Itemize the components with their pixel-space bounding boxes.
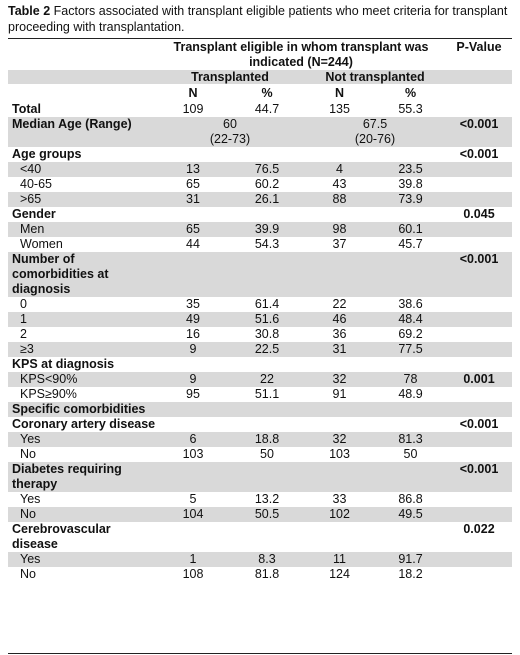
not-transplanted-pct: 81.3	[375, 432, 446, 447]
transplanted-header: Transplanted	[191, 70, 269, 84]
p-value	[446, 492, 512, 507]
transplanted-n: 103	[182, 447, 204, 461]
p-value: 0.045	[463, 207, 495, 221]
transplanted-range: (22-73)	[209, 132, 251, 146]
transplanted-n: 5	[189, 492, 197, 506]
table-row	[8, 357, 512, 372]
not-transplanted-pct	[375, 207, 446, 222]
p-value: <0.001	[446, 117, 512, 147]
not-transplanted-n	[304, 357, 375, 372]
table-row	[8, 102, 512, 117]
not-transplanted-n: 88	[304, 192, 375, 207]
transplanted-n: 109	[182, 102, 204, 116]
table-caption	[8, 3, 508, 35]
table-row	[8, 507, 512, 522]
n-header-not-transplanted: N	[334, 86, 345, 100]
table-row	[8, 237, 512, 252]
transplanted-n: 65	[156, 222, 230, 237]
not-transplanted-pct: 48.4	[375, 312, 446, 327]
transplanted-pct: 22	[230, 372, 304, 387]
not-transplanted-pct	[375, 357, 446, 372]
p-value	[446, 507, 512, 522]
not-transplanted-n	[304, 522, 375, 552]
transplanted-pct	[230, 147, 304, 162]
not-transplanted-n: 103	[329, 447, 350, 461]
transplanted-pct: 61.4	[254, 297, 280, 311]
not-transplanted-pct: 45.7	[398, 237, 423, 251]
not-transplanted-n: 91	[332, 387, 347, 401]
row-label: KPS≥90%	[20, 387, 77, 401]
transplanted-n	[156, 462, 230, 492]
transplanted-pct: 13.2	[254, 492, 280, 506]
table-caption-text: Factors associated with transplant eligible patients who meet criteria for transplant proceeding with transplantation.	[8, 4, 508, 34]
row-label: Total	[12, 102, 41, 116]
row-label: Yes	[8, 552, 156, 567]
transplanted-n: 9	[156, 372, 230, 387]
row-label: <40	[8, 162, 156, 177]
table-row	[8, 402, 512, 417]
table-row	[8, 522, 512, 552]
row-label: Coronary artery disease	[12, 417, 156, 431]
row-label: Women	[20, 237, 63, 251]
transplanted-pct: 60.2	[254, 177, 280, 191]
transplanted-n: 104	[156, 507, 230, 522]
row-label: No	[20, 447, 36, 461]
table-row	[8, 177, 512, 192]
transplanted-pct: 50.5	[230, 507, 304, 522]
not-transplanted-pct: 38.6	[398, 297, 423, 311]
not-transplanted-n: 135	[329, 102, 350, 116]
transplanted-pct: 76.5	[230, 162, 304, 177]
row-label: Cerebrovascular disease	[12, 522, 111, 551]
not-transplanted-pct: 18.2	[398, 567, 423, 581]
row-label: KPS<90%	[8, 372, 156, 387]
table-row	[8, 327, 512, 342]
p-value	[446, 342, 512, 357]
merged-cell	[156, 117, 304, 147]
group-header-line2: indicated (N=244)	[249, 55, 353, 69]
not-transplanted-pct	[375, 522, 446, 552]
table-row	[8, 417, 512, 432]
not-transplanted-pct	[375, 147, 446, 162]
transplanted-pct: 22.5	[230, 342, 304, 357]
p-value: <0.001	[459, 147, 499, 161]
transplanted-n: 95	[186, 387, 200, 401]
table-row	[8, 222, 512, 237]
p-value	[446, 297, 512, 312]
table-row	[8, 252, 512, 297]
transplanted-pct	[230, 522, 304, 552]
row-label: Age groups	[12, 147, 82, 161]
row-label: 0	[20, 297, 27, 311]
pct-header-transplanted: %	[261, 86, 273, 100]
row-label: 40-65	[20, 177, 52, 191]
not-transplanted-pct: 50	[403, 447, 418, 461]
not-transplanted-n: 32	[304, 372, 375, 387]
transplanted-pct: 51.6	[230, 312, 304, 327]
top-rule	[8, 38, 512, 39]
transplanted-n: 6	[156, 432, 230, 447]
header-group-row	[8, 40, 512, 72]
not-transplanted-pct: 48.9	[398, 387, 423, 401]
row-label: Number of comorbidities at diagnosis	[8, 252, 156, 297]
transplanted-pct: 51.1	[254, 387, 280, 401]
not-transplanted-pct	[375, 417, 446, 432]
not-transplanted-pct	[375, 252, 446, 297]
table-row	[8, 147, 512, 162]
p-value	[446, 237, 512, 252]
row-label: 1	[8, 312, 156, 327]
transplanted-n	[156, 417, 230, 432]
not-transplanted-n: 31	[304, 342, 375, 357]
table-row	[8, 342, 512, 357]
not-transplanted-pct: 49.5	[375, 507, 446, 522]
transplanted-n	[156, 522, 230, 552]
table-row	[8, 192, 512, 207]
row-label: Gender	[12, 207, 56, 221]
transplanted-n: 65	[186, 177, 200, 191]
transplanted-pct: 8.3	[230, 552, 304, 567]
transplanted-n	[156, 147, 230, 162]
table-row	[8, 432, 512, 447]
not-transplanted-n: 46	[304, 312, 375, 327]
row-label: No	[8, 507, 156, 522]
table-row	[8, 117, 512, 147]
p-value	[446, 222, 512, 237]
group-header-line1: Transplant eligible in whom transplant was	[173, 40, 429, 54]
transplanted-n	[156, 402, 230, 417]
not-transplanted-n: 4	[304, 162, 375, 177]
not-transplanted-n	[304, 462, 375, 492]
table-row	[8, 207, 512, 222]
transplanted-n: 1	[156, 552, 230, 567]
transplanted-pct: 81.8	[254, 567, 280, 581]
not-transplanted-n: 33	[332, 492, 347, 506]
transplanted-pct: 18.8	[230, 432, 304, 447]
not-transplanted-n: 98	[304, 222, 375, 237]
table-number: Table 2	[8, 4, 51, 18]
p-value	[446, 102, 512, 117]
transplanted-n	[156, 357, 230, 372]
p-value	[446, 552, 512, 567]
row-label: 2	[20, 327, 27, 341]
not-transplanted-median: 67.5	[362, 117, 388, 131]
table-row	[8, 552, 512, 567]
p-value	[446, 402, 512, 417]
not-transplanted-pct: 86.8	[398, 492, 423, 506]
row-label: Specific comorbidities	[8, 402, 156, 417]
not-transplanted-n	[304, 207, 375, 222]
transplanted-n: 16	[186, 327, 200, 341]
not-transplanted-n: 102	[304, 507, 375, 522]
transplanted-pct	[230, 207, 304, 222]
transplanted-n	[156, 252, 230, 297]
row-label: Men	[8, 222, 156, 237]
table-row	[8, 312, 512, 327]
not-transplanted-pct: 39.8	[398, 177, 423, 191]
row-label: Diabetes requiring therapy	[8, 462, 156, 492]
not-transplanted-n: 22	[332, 297, 347, 311]
table-row	[8, 387, 512, 402]
transplanted-pct: 44.7	[254, 102, 280, 116]
transplanted-pct	[230, 417, 304, 432]
row-label: No	[20, 567, 36, 581]
not-transplanted-pct: 23.5	[375, 162, 446, 177]
table-row	[8, 372, 512, 387]
not-transplanted-n	[304, 147, 375, 162]
header-arm-row	[8, 70, 512, 84]
not-transplanted-n: 37	[332, 237, 347, 251]
row-label: >65	[8, 192, 156, 207]
p-value	[446, 387, 512, 402]
merged-cell	[304, 117, 446, 147]
not-transplanted-header: Not transplanted	[325, 70, 425, 84]
transplanted-n: 49	[156, 312, 230, 327]
p-value: <0.001	[446, 252, 512, 297]
not-transplanted-n: 36	[332, 327, 347, 341]
transplanted-n	[156, 207, 230, 222]
table-row	[8, 567, 512, 582]
pvalue-header: P-Value	[456, 40, 502, 54]
transplanted-n: 108	[182, 567, 204, 581]
not-transplanted-n: 43	[332, 177, 347, 191]
not-transplanted-pct: 77.5	[375, 342, 446, 357]
transplanted-n: 9	[156, 342, 230, 357]
row-label: Yes	[20, 492, 41, 506]
not-transplanted-n	[304, 402, 375, 417]
bottom-rule	[8, 653, 512, 654]
transplanted-median: 60	[223, 117, 237, 131]
transplanted-n: 44	[186, 237, 200, 251]
transplanted-pct: 54.3	[254, 237, 280, 251]
not-transplanted-pct: 69.2	[398, 327, 423, 341]
row-label: Yes	[8, 432, 156, 447]
row-label: KPS at diagnosis	[12, 357, 115, 371]
transplanted-pct: 39.9	[230, 222, 304, 237]
table-row	[8, 297, 512, 312]
transplanted-pct: 30.8	[254, 327, 280, 341]
not-transplanted-pct: 55.3	[398, 102, 423, 116]
transplanted-n: 35	[186, 297, 200, 311]
p-value	[446, 192, 512, 207]
p-value	[446, 357, 512, 372]
transplanted-n: 13	[156, 162, 230, 177]
transplanted-pct	[230, 462, 304, 492]
factors-table	[8, 102, 512, 582]
p-value: 0.022	[463, 522, 495, 536]
not-transplanted-pct: 78	[375, 372, 446, 387]
n-header-transplanted: N	[188, 86, 198, 100]
row-label: Median Age (Range)	[8, 117, 156, 147]
not-transplanted-n: 32	[304, 432, 375, 447]
not-transplanted-n: 11	[304, 552, 375, 567]
header-stat-row	[8, 86, 512, 100]
not-transplanted-pct: 60.1	[375, 222, 446, 237]
not-transplanted-pct: 73.9	[375, 192, 446, 207]
p-value	[446, 312, 512, 327]
p-value	[446, 177, 512, 192]
p-value: 0.001	[446, 372, 512, 387]
row-label: ≥3	[8, 342, 156, 357]
not-transplanted-pct: 91.7	[375, 552, 446, 567]
not-transplanted-n: 124	[329, 567, 350, 581]
p-value	[446, 162, 512, 177]
not-transplanted-range: (20-76)	[354, 132, 396, 146]
table-row	[8, 447, 512, 462]
transplanted-pct	[230, 252, 304, 297]
transplanted-pct: 50	[260, 447, 274, 461]
table-row	[8, 162, 512, 177]
p-value	[446, 567, 512, 582]
transplanted-pct: 26.1	[230, 192, 304, 207]
table-row	[8, 462, 512, 492]
p-value: <0.001	[446, 462, 512, 492]
transplanted-pct	[230, 357, 304, 372]
p-value	[446, 432, 512, 447]
table-row	[8, 492, 512, 507]
pct-header-not-transplanted: %	[404, 86, 417, 100]
transplanted-pct	[230, 402, 304, 417]
not-transplanted-n	[304, 417, 375, 432]
not-transplanted-pct	[375, 402, 446, 417]
transplanted-n: 31	[156, 192, 230, 207]
p-value	[446, 447, 512, 462]
p-value: <0.001	[459, 417, 499, 431]
not-transplanted-n	[304, 252, 375, 297]
not-transplanted-pct	[375, 462, 446, 492]
p-value	[446, 327, 512, 342]
